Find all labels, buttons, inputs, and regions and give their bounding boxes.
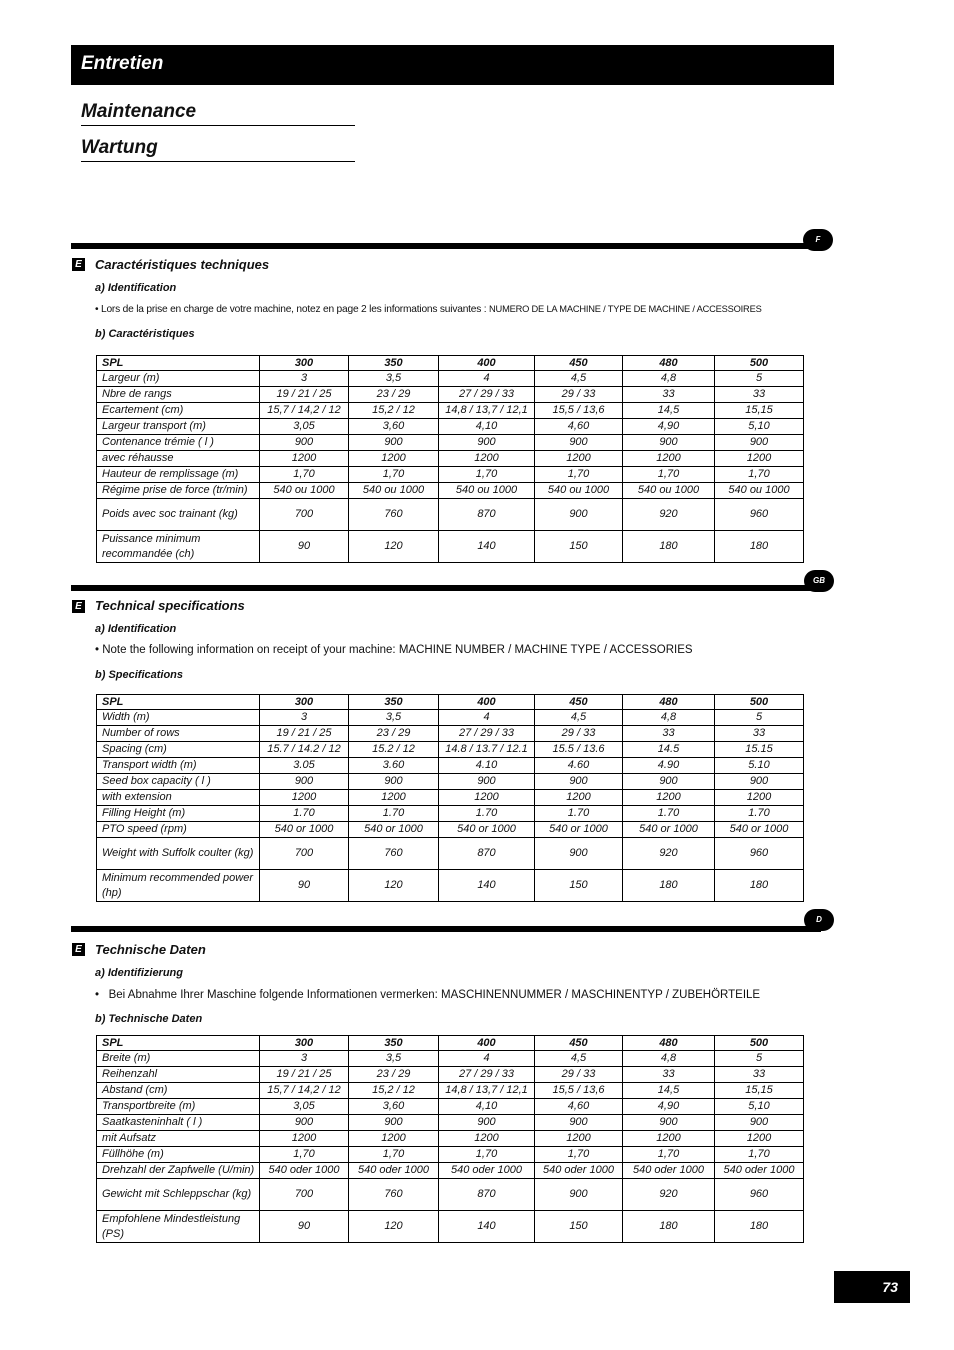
table-cell: 900 <box>715 1115 804 1131</box>
spec-table <box>96 355 804 563</box>
table-cell: 1200 <box>439 451 535 467</box>
row-label: with extension <box>97 790 260 806</box>
table-cell: 1200 <box>439 790 535 806</box>
table-cell: 15,2 / 12 <box>349 1083 439 1099</box>
table-row <box>97 1083 804 1099</box>
table-cell: 180 <box>623 531 715 563</box>
column-header: 400 <box>439 356 535 371</box>
table-cell: 900 <box>535 1115 623 1131</box>
table-cell: 140 <box>439 1211 535 1243</box>
table-cell: 1200 <box>623 451 715 467</box>
table-header-row <box>97 695 804 710</box>
table-cell: 15,15 <box>715 403 804 419</box>
table-cell: 920 <box>623 499 715 531</box>
table-cell: 900 <box>260 774 349 790</box>
subtitle-wartung: Wartung <box>81 137 355 162</box>
table-row <box>97 710 804 726</box>
table-row <box>97 499 804 531</box>
table-cell: 900 <box>535 435 623 451</box>
row-label: Filling Height (m) <box>97 806 260 822</box>
table-cell: 4,90 <box>623 1099 715 1115</box>
table-cell: 4,5 <box>535 1051 623 1067</box>
table-cell: 540 ou 1000 <box>439 483 535 499</box>
table-cell: 760 <box>349 1179 439 1211</box>
table-cell: 870 <box>439 838 535 870</box>
column-header: 450 <box>535 695 623 710</box>
row-label: Abstand (cm) <box>97 1083 260 1099</box>
column-header: 480 <box>623 356 715 371</box>
table-cell: 15.5 / 13.6 <box>535 742 623 758</box>
table-cell: 15,7 / 14,2 / 12 <box>260 1083 349 1099</box>
table-cell: 1,70 <box>439 1147 535 1163</box>
table-cell: 180 <box>623 870 715 902</box>
table-cell: 540 ou 1000 <box>535 483 623 499</box>
table-cell: 5 <box>715 1051 804 1067</box>
table-cell: 920 <box>623 838 715 870</box>
table-cell: 15,2 / 12 <box>349 403 439 419</box>
column-header: 450 <box>535 356 623 371</box>
table-cell: 19 / 21 / 25 <box>260 726 349 742</box>
row-label: Régime prise de force (tr/min) <box>97 483 260 499</box>
table-cell: 1.70 <box>349 806 439 822</box>
table-cell: 3,5 <box>349 710 439 726</box>
table-cell: 920 <box>623 1179 715 1211</box>
table-cell: 3,5 <box>349 1051 439 1067</box>
specifications-label: b) Caractéristiques <box>95 328 195 340</box>
table-cell: 140 <box>439 531 535 563</box>
table-cell: 1200 <box>535 451 623 467</box>
table-cell: 1200 <box>439 1131 535 1147</box>
table-cell: 1200 <box>535 790 623 806</box>
identification-label: a) Identification <box>95 623 177 635</box>
table-cell: 1,70 <box>349 467 439 483</box>
column-header: 400 <box>439 695 535 710</box>
table-cell: 1200 <box>260 790 349 806</box>
row-label: Seed box capacity ( l ) <box>97 774 260 790</box>
language-tag-d: D <box>804 909 834 931</box>
table-cell: 1,70 <box>439 467 535 483</box>
table-cell: 900 <box>349 1115 439 1131</box>
table-cell: 540 oder 1000 <box>349 1163 439 1179</box>
table-cell: 4,8 <box>623 710 715 726</box>
table-cell: 14.8 / 13.7 / 12.1 <box>439 742 535 758</box>
table-cell: 15,5 / 13,6 <box>535 1083 623 1099</box>
table-cell: 1.70 <box>535 806 623 822</box>
table-cell: 700 <box>260 838 349 870</box>
table-row <box>97 1067 804 1083</box>
table-cell: 1,70 <box>623 467 715 483</box>
table-cell: 29 / 33 <box>535 1067 623 1083</box>
table-cell: 14,5 <box>623 403 715 419</box>
table-cell: 4,60 <box>535 419 623 435</box>
row-label: Largeur (m) <box>97 371 260 387</box>
row-label: Puissance minimum recommandée (ch) <box>97 531 260 563</box>
table-cell: 4,5 <box>535 710 623 726</box>
table-cell: 1,70 <box>349 1147 439 1163</box>
table-cell: 900 <box>439 435 535 451</box>
table-cell: 540 oder 1000 <box>715 1163 804 1179</box>
table-cell: 900 <box>260 435 349 451</box>
table-cell: 180 <box>623 1211 715 1243</box>
table-cell: 90 <box>260 531 349 563</box>
table-cell: 3 <box>260 1051 349 1067</box>
table-cell: 540 or 1000 <box>260 822 349 838</box>
table-cell: 4,10 <box>439 419 535 435</box>
table-cell: 14,5 <box>623 1083 715 1099</box>
row-label: Breite (m) <box>97 1051 260 1067</box>
table-cell: 27 / 29 / 33 <box>439 387 535 403</box>
table-row <box>97 531 804 563</box>
table-cell: 4 <box>439 710 535 726</box>
language-tag-gb: GB <box>804 570 834 592</box>
table-cell: 540 or 1000 <box>439 822 535 838</box>
table-row <box>97 1115 804 1131</box>
table-cell: 33 <box>623 1067 715 1083</box>
table-cell: 23 / 29 <box>349 726 439 742</box>
identification-note: • Bei Abnahme Ihrer Maschine folgende Informationen vermerken: MASCHINENNUMMER / MASCHINENTYP / ZUBEHÖRTEILE <box>95 989 761 1001</box>
table-cell: 1.70 <box>439 806 535 822</box>
row-label: Reihenzahl <box>97 1067 260 1083</box>
column-header: 350 <box>349 1036 439 1051</box>
table-row <box>97 483 804 499</box>
column-header: SPL <box>97 695 260 710</box>
header-title: Entretien <box>81 53 164 74</box>
row-label: Saatkasteninhalt ( l ) <box>97 1115 260 1131</box>
table-row <box>97 451 804 467</box>
table-cell: 900 <box>535 774 623 790</box>
table-row <box>97 806 804 822</box>
table-row <box>97 1099 804 1115</box>
table-cell: 1200 <box>349 451 439 467</box>
table-cell: 150 <box>535 531 623 563</box>
table-cell: 1200 <box>349 790 439 806</box>
table-cell: 4,5 <box>535 371 623 387</box>
section-divider-gb <box>71 585 821 591</box>
subtitle-maintenance: Maintenance <box>81 101 355 126</box>
table-cell: 1.70 <box>260 806 349 822</box>
table-cell: 19 / 21 / 25 <box>260 1067 349 1083</box>
column-header: SPL <box>97 1036 260 1051</box>
table-cell: 3,05 <box>260 1099 349 1115</box>
table-cell: 1.70 <box>623 806 715 822</box>
table-cell: 3,5 <box>349 371 439 387</box>
section-divider-f <box>71 243 821 249</box>
row-label: avec réhausse <box>97 451 260 467</box>
section-divider-d <box>71 926 821 932</box>
table-row <box>97 1163 804 1179</box>
table-cell: 760 <box>349 499 439 531</box>
row-label: Transport width (m) <box>97 758 260 774</box>
row-label: Drehzahl der Zapfwelle (U/min) <box>97 1163 260 1179</box>
table-cell: 180 <box>715 870 804 902</box>
header-bar <box>71 45 834 85</box>
table-cell: 540 oder 1000 <box>535 1163 623 1179</box>
table-cell: 1200 <box>260 1131 349 1147</box>
row-label: Transportbreite (m) <box>97 1099 260 1115</box>
row-label: Width (m) <box>97 710 260 726</box>
specifications-label: b) Specifications <box>95 669 184 681</box>
table-cell: 15.15 <box>715 742 804 758</box>
table-cell: 900 <box>535 1179 623 1211</box>
table-cell: 4,10 <box>439 1099 535 1115</box>
section-badge: E <box>72 943 85 956</box>
table-row <box>97 387 804 403</box>
section-badge: E <box>72 258 85 271</box>
table-cell: 1,70 <box>260 1147 349 1163</box>
row-label: Füllhöhe (m) <box>97 1147 260 1163</box>
table-header-row <box>97 356 804 371</box>
table-row <box>97 1211 804 1243</box>
table-cell: 5 <box>715 371 804 387</box>
table-cell: 540 ou 1000 <box>623 483 715 499</box>
table-cell: 33 <box>715 1067 804 1083</box>
table-cell: 540 oder 1000 <box>260 1163 349 1179</box>
table-cell: 900 <box>623 435 715 451</box>
table-cell: 1,70 <box>535 467 623 483</box>
table-cell: 15.2 / 12 <box>349 742 439 758</box>
table-cell: 540 or 1000 <box>623 822 715 838</box>
table-cell: 540 ou 1000 <box>260 483 349 499</box>
identification-label: a) Identification <box>95 282 177 294</box>
section-title: Technische Daten <box>95 942 206 957</box>
column-header: 500 <box>715 1036 804 1051</box>
row-label: Contenance trémie ( l ) <box>97 435 260 451</box>
table-cell: 150 <box>535 1211 623 1243</box>
table-cell: 90 <box>260 870 349 902</box>
table-cell: 960 <box>715 499 804 531</box>
table-cell: 1200 <box>715 790 804 806</box>
table-cell: 4,90 <box>623 419 715 435</box>
row-label: Ecartement (cm) <box>97 403 260 419</box>
table-row <box>97 774 804 790</box>
table-cell: 23 / 29 <box>349 1067 439 1083</box>
table-cell: 1.70 <box>715 806 804 822</box>
identification-note: • Note the following information on receipt of your machine: MACHINE NUMBER / MACHINE TYPE / ACCESSORIES <box>95 644 693 656</box>
section-title: Caractéristiques techniques <box>95 257 270 272</box>
spec-table <box>96 1035 804 1243</box>
table-cell: 1200 <box>715 1131 804 1147</box>
table-cell: 33 <box>715 726 804 742</box>
table-cell: 120 <box>349 1211 439 1243</box>
row-label: mit Aufsatz <box>97 1131 260 1147</box>
column-header: 300 <box>260 695 349 710</box>
table-cell: 3,05 <box>260 419 349 435</box>
table-cell: 29 / 33 <box>535 726 623 742</box>
row-label: Poids avec soc trainant (kg) <box>97 499 260 531</box>
table-cell: 1200 <box>715 451 804 467</box>
table-cell: 150 <box>535 870 623 902</box>
spec-table <box>96 694 804 902</box>
table-cell: 900 <box>715 774 804 790</box>
table-cell: 1,70 <box>623 1147 715 1163</box>
table-cell: 900 <box>439 774 535 790</box>
table-row <box>97 1147 804 1163</box>
table-cell: 540 or 1000 <box>715 822 804 838</box>
table-cell: 900 <box>623 774 715 790</box>
row-label: Number of rows <box>97 726 260 742</box>
table-cell: 3 <box>260 371 349 387</box>
table-row <box>97 467 804 483</box>
table-cell: 960 <box>715 1179 804 1211</box>
table-cell: 900 <box>260 1115 349 1131</box>
table-cell: 5,10 <box>715 1099 804 1115</box>
column-header: 300 <box>260 1036 349 1051</box>
table-cell: 1,70 <box>715 1147 804 1163</box>
row-label: Empfohlene Mindestleistung (PS) <box>97 1211 260 1243</box>
page-number: 73 <box>834 1271 910 1303</box>
table-cell: 1,70 <box>260 467 349 483</box>
column-header: 400 <box>439 1036 535 1051</box>
table-cell: 870 <box>439 499 535 531</box>
row-label: PTO speed (rpm) <box>97 822 260 838</box>
table-cell: 5 <box>715 710 804 726</box>
table-cell: 1200 <box>535 1131 623 1147</box>
table-cell: 19 / 21 / 25 <box>260 387 349 403</box>
language-tag-f: F <box>803 229 833 251</box>
table-cell: 900 <box>535 499 623 531</box>
table-cell: 4.10 <box>439 758 535 774</box>
table-cell: 140 <box>439 870 535 902</box>
table-cell: 14.5 <box>623 742 715 758</box>
table-cell: 540 ou 1000 <box>349 483 439 499</box>
section-title: Technical specifications <box>95 598 245 613</box>
column-header: 300 <box>260 356 349 371</box>
table-cell: 540 or 1000 <box>349 822 439 838</box>
column-header: 500 <box>715 695 804 710</box>
table-row <box>97 435 804 451</box>
table-cell: 540 oder 1000 <box>439 1163 535 1179</box>
row-label: Weight with Suffolk coulter (kg) <box>97 838 260 870</box>
table-row <box>97 1131 804 1147</box>
column-header: SPL <box>97 356 260 371</box>
table-cell: 1,70 <box>715 467 804 483</box>
table-cell: 90 <box>260 1211 349 1243</box>
table-cell: 1200 <box>349 1131 439 1147</box>
table-cell: 15,15 <box>715 1083 804 1099</box>
table-cell: 870 <box>439 1179 535 1211</box>
table-cell: 120 <box>349 870 439 902</box>
identification-label: a) Identifizierung <box>95 967 183 979</box>
table-cell: 760 <box>349 838 439 870</box>
column-header: 480 <box>623 695 715 710</box>
table-cell: 3.60 <box>349 758 439 774</box>
table-row <box>97 726 804 742</box>
table-cell: 27 / 29 / 33 <box>439 1067 535 1083</box>
table-row <box>97 790 804 806</box>
table-cell: 900 <box>349 435 439 451</box>
table-cell: 14,8 / 13,7 / 12,1 <box>439 1083 535 1099</box>
table-cell: 33 <box>715 387 804 403</box>
table-cell: 960 <box>715 838 804 870</box>
row-label: Spacing (cm) <box>97 742 260 758</box>
row-label: Minimum recommended power (hp) <box>97 870 260 902</box>
column-header: 450 <box>535 1036 623 1051</box>
table-cell: 700 <box>260 499 349 531</box>
table-cell: 540 ou 1000 <box>715 483 804 499</box>
column-header: 350 <box>349 695 439 710</box>
column-header: 500 <box>715 356 804 371</box>
table-row <box>97 870 804 902</box>
table-cell: 4 <box>439 371 535 387</box>
table-cell: 540 or 1000 <box>535 822 623 838</box>
table-cell: 4,8 <box>623 371 715 387</box>
table-row <box>97 419 804 435</box>
table-cell: 1200 <box>623 1131 715 1147</box>
column-header: 350 <box>349 356 439 371</box>
table-row <box>97 838 804 870</box>
table-row <box>97 758 804 774</box>
table-cell: 23 / 29 <box>349 387 439 403</box>
specifications-label: b) Technische Daten <box>95 1013 203 1025</box>
table-cell: 3.05 <box>260 758 349 774</box>
table-cell: 33 <box>623 726 715 742</box>
table-cell: 4 <box>439 1051 535 1067</box>
table-row <box>97 822 804 838</box>
table-cell: 3,60 <box>349 1099 439 1115</box>
table-cell: 4,60 <box>535 1099 623 1115</box>
section-badge: E <box>72 600 85 613</box>
table-cell: 4.60 <box>535 758 623 774</box>
table-cell: 900 <box>715 435 804 451</box>
column-header: 480 <box>623 1036 715 1051</box>
identification-note: • Lors de la prise en charge de votre machine, notez en page 2 les informations suivantes : NUMERO DE LA MACHINE / TYPE DE MACHINE / ACCESSOIRES <box>95 304 762 315</box>
table-cell: 700 <box>260 1179 349 1211</box>
table-cell: 15.7 / 14.2 / 12 <box>260 742 349 758</box>
table-cell: 5.10 <box>715 758 804 774</box>
table-cell: 33 <box>623 387 715 403</box>
table-row <box>97 403 804 419</box>
table-cell: 120 <box>349 531 439 563</box>
table-row <box>97 1179 804 1211</box>
table-cell: 15,5 / 13,6 <box>535 403 623 419</box>
table-row <box>97 742 804 758</box>
table-cell: 540 oder 1000 <box>623 1163 715 1179</box>
table-cell: 180 <box>715 531 804 563</box>
row-label: Hauteur de remplissage (m) <box>97 467 260 483</box>
table-row <box>97 1051 804 1067</box>
table-cell: 29 / 33 <box>535 387 623 403</box>
table-cell: 15,7 / 14,2 / 12 <box>260 403 349 419</box>
table-cell: 1200 <box>623 790 715 806</box>
table-cell: 900 <box>623 1115 715 1131</box>
table-cell: 27 / 29 / 33 <box>439 726 535 742</box>
table-cell: 14,8 / 13,7 / 12,1 <box>439 403 535 419</box>
table-cell: 180 <box>715 1211 804 1243</box>
table-cell: 900 <box>535 838 623 870</box>
table-cell: 5,10 <box>715 419 804 435</box>
table-cell: 900 <box>439 1115 535 1131</box>
table-cell: 4.90 <box>623 758 715 774</box>
table-cell: 3,60 <box>349 419 439 435</box>
table-cell: 1200 <box>260 451 349 467</box>
table-cell: 3 <box>260 710 349 726</box>
row-label: Nbre de rangs <box>97 387 260 403</box>
row-label: Largeur transport (m) <box>97 419 260 435</box>
table-header-row <box>97 1036 804 1051</box>
table-row <box>97 371 804 387</box>
row-label: Gewicht mit Schleppschar (kg) <box>97 1179 260 1211</box>
table-cell: 4,8 <box>623 1051 715 1067</box>
table-cell: 900 <box>349 774 439 790</box>
table-cell: 1,70 <box>535 1147 623 1163</box>
